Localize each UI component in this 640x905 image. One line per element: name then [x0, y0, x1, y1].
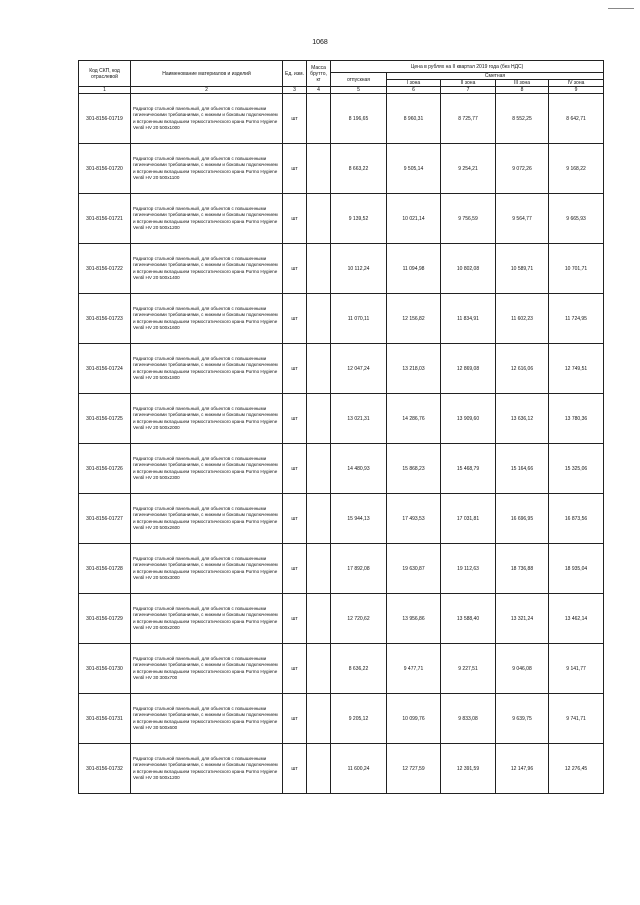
table-row: [79, 344, 604, 394]
release-price-cell: 9 205,12: [331, 694, 387, 744]
zone-2-price-cell: 15 468,79: [441, 444, 496, 494]
release-price-cell: 12 047,24: [331, 344, 387, 394]
item-mass-cell: [307, 594, 331, 644]
item-code-cell: 301-8156-01727: [79, 494, 131, 544]
zone-1-price-cell: 8 960,31: [387, 94, 441, 144]
zone-4-price-cell: 18 935,04: [549, 544, 604, 594]
item-code-cell: 301-8156-01722: [79, 244, 131, 294]
header-code: Код СКП, код отраслевой: [79, 61, 131, 87]
zone-4-price-cell: 15 325,06: [549, 444, 604, 494]
zone-2-price-cell: 11 834,91: [441, 294, 496, 344]
table-row: [79, 294, 604, 344]
item-mass-cell: [307, 144, 331, 194]
zone-3-price-cell: 12 616,06: [496, 344, 549, 394]
zone-4-price-cell: 13 780,36: [549, 394, 604, 444]
table-row: [79, 594, 604, 644]
item-name-cell: Радиатор стальной панельный, для объектов с повышенными гигиеническими требованиями, с нижним и боковым подключением и встроенным вкладышем термостатического крана Purmo Hygiene Ventil HV 30 500x1200: [131, 744, 283, 794]
item-code-cell: 301-8156-01726: [79, 444, 131, 494]
zone-2-price-cell: 9 833,08: [441, 694, 496, 744]
zone-3-price-cell: 11 602,23: [496, 294, 549, 344]
item-unit-cell: шт: [283, 744, 307, 794]
zone-1-price-cell: 9 505,14: [387, 144, 441, 194]
header-zone-2: II зона: [441, 80, 496, 87]
item-code-cell: 301-8156-01720: [79, 144, 131, 194]
header-zone-1: I зона: [387, 80, 441, 87]
item-mass-cell: [307, 344, 331, 394]
column-number-cell: 4: [307, 87, 331, 94]
item-name-cell: Радиатор стальной панельный, для объектов с повышенными гигиеническими требованиями, с нижним и боковым подключением и встроенным вкладышем термостатического крана Purmo Hygiene Ventil HV 30 500x600: [131, 694, 283, 744]
zone-1-price-cell: 12 727,59: [387, 744, 441, 794]
column-number-cell: 7: [441, 87, 496, 94]
table-row: [79, 394, 604, 444]
item-name-cell: Радиатор стальной панельный, для объектов с повышенными гигиеническими требованиями, с нижним и боковым подключением и встроенным вкладышем термостатического крана Purmo Hygiene Ventil HV 20 500x2000: [131, 394, 283, 444]
zone-2-price-cell: 12 391,59: [441, 744, 496, 794]
column-number-cell: 8: [496, 87, 549, 94]
item-code-cell: 301-8156-01725: [79, 394, 131, 444]
zone-4-price-cell: 12 749,51: [549, 344, 604, 394]
item-unit-cell: шт: [283, 144, 307, 194]
item-unit-cell: шт: [283, 494, 307, 544]
zone-1-price-cell: 11 094,98: [387, 244, 441, 294]
header-estimate: Сметная: [387, 73, 604, 80]
item-mass-cell: [307, 244, 331, 294]
release-price-cell: 17 892,08: [331, 544, 387, 594]
item-mass-cell: [307, 644, 331, 694]
zone-4-price-cell: 16 873,56: [549, 494, 604, 544]
table-row: [79, 194, 604, 244]
zone-3-price-cell: 13 321,24: [496, 594, 549, 644]
zone-4-price-cell: 13 462,14: [549, 594, 604, 644]
item-mass-cell: [307, 394, 331, 444]
column-number-cell: 5: [331, 87, 387, 94]
zone-4-price-cell: 11 724,95: [549, 294, 604, 344]
item-code-cell: 301-8156-01721: [79, 194, 131, 244]
page-corner-mark: [608, 0, 634, 9]
zone-3-price-cell: 9 046,08: [496, 644, 549, 694]
zone-3-price-cell: 9 639,75: [496, 694, 549, 744]
zone-4-price-cell: 9 741,71: [549, 694, 604, 744]
zone-2-price-cell: 13 588,40: [441, 594, 496, 644]
item-name-cell: Радиатор стальной панельный, для объектов с повышенными гигиеническими требованиями, с нижним и боковым подключением и встроенным вкладышем термостатического крана Purmo Hygiene Ventil HV 20 500x2600: [131, 494, 283, 544]
item-code-cell: 301-8156-01730: [79, 644, 131, 694]
release-price-cell: 8 196,65: [331, 94, 387, 144]
release-price-cell: 12 720,62: [331, 594, 387, 644]
item-unit-cell: шт: [283, 644, 307, 694]
table-body: [79, 94, 604, 794]
zone-2-price-cell: 12 869,08: [441, 344, 496, 394]
table-row: [79, 444, 604, 494]
header-release: отпускная: [331, 73, 387, 87]
item-code-cell: 301-8156-01723: [79, 294, 131, 344]
zone-1-price-cell: 19 630,87: [387, 544, 441, 594]
header-unit: Ед. изм.: [283, 61, 307, 87]
item-code-cell: 301-8156-01719: [79, 94, 131, 144]
release-price-cell: 14 480,93: [331, 444, 387, 494]
release-price-cell: 10 112,24: [331, 244, 387, 294]
zone-3-price-cell: 15 164,66: [496, 444, 549, 494]
header-name: Наименование материалов и изделий: [131, 61, 283, 87]
release-price-cell: 11 070,11: [331, 294, 387, 344]
item-unit-cell: шт: [283, 544, 307, 594]
item-unit-cell: шт: [283, 444, 307, 494]
item-unit-cell: шт: [283, 394, 307, 444]
table-row: [79, 644, 604, 694]
zone-1-price-cell: 10 099,76: [387, 694, 441, 744]
price-table: [78, 60, 604, 794]
zone-3-price-cell: 16 696,95: [496, 494, 549, 544]
table-row: [79, 694, 604, 744]
table-row: [79, 494, 604, 544]
zone-4-price-cell: 10 701,71: [549, 244, 604, 294]
zone-1-price-cell: 14 286,76: [387, 394, 441, 444]
item-code-cell: 301-8156-01729: [79, 594, 131, 644]
item-unit-cell: шт: [283, 694, 307, 744]
zone-3-price-cell: 18 736,88: [496, 544, 549, 594]
item-code-cell: 301-8156-01728: [79, 544, 131, 594]
release-price-cell: 8 636,22: [331, 644, 387, 694]
zone-4-price-cell: 9 665,93: [549, 194, 604, 244]
zone-1-price-cell: 15 868,23: [387, 444, 441, 494]
item-unit-cell: шт: [283, 594, 307, 644]
zone-4-price-cell: 12 276,45: [549, 744, 604, 794]
item-mass-cell: [307, 294, 331, 344]
zone-4-price-cell: 9 168,22: [549, 144, 604, 194]
zone-3-price-cell: 9 072,26: [496, 144, 549, 194]
item-name-cell: Радиатор стальной панельный, для объектов с повышенными гигиеническими требованиями, с нижним и боковым подключением и встроенным вкладышем термостатического крана Purmo Hygiene Ventil HV 20 500x1600: [131, 294, 283, 344]
release-price-cell: 9 139,52: [331, 194, 387, 244]
column-number-cell: 1: [79, 87, 131, 94]
header-mass: Масса брутто, кг: [307, 61, 331, 87]
item-mass-cell: [307, 494, 331, 544]
zone-3-price-cell: 8 552,25: [496, 94, 549, 144]
item-unit-cell: шт: [283, 244, 307, 294]
column-number-cell: 9: [549, 87, 604, 94]
zone-4-price-cell: 8 642,71: [549, 94, 604, 144]
item-name-cell: Радиатор стальной панельный, для объектов с повышенными гигиеническими требованиями, с нижним и боковым подключением и встроенным вкладышем термостатического крана Purmo Hygiene Ventil HV 20 500x2300: [131, 444, 283, 494]
item-unit-cell: шт: [283, 194, 307, 244]
table-row: [79, 544, 604, 594]
zone-3-price-cell: 12 147,96: [496, 744, 549, 794]
item-name-cell: Радиатор стальной панельный, для объектов с повышенными гигиеническими требованиями, с нижним и боковым подключением и встроенным вкладышем термостатического крана Purmo Hygiene Ventil HV 20 600x2000: [131, 594, 283, 644]
table-row: [79, 144, 604, 194]
zone-2-price-cell: 13 909,60: [441, 394, 496, 444]
item-name-cell: Радиатор стальной панельный, для объектов с повышенными гигиеническими требованиями, с нижним и боковым подключением и встроенным вкладышем термостатического крана Purmo Hygiene Ventil HV 20 500x1400: [131, 244, 283, 294]
table-row: [79, 744, 604, 794]
column-number-cell: 2: [131, 87, 283, 94]
item-unit-cell: шт: [283, 94, 307, 144]
column-number-cell: 6: [387, 87, 441, 94]
table-row: [79, 94, 604, 144]
table-row: [79, 244, 604, 294]
zone-2-price-cell: 19 112,63: [441, 544, 496, 594]
zone-3-price-cell: 9 564,77: [496, 194, 549, 244]
item-mass-cell: [307, 744, 331, 794]
zone-1-price-cell: 13 218,03: [387, 344, 441, 394]
release-price-cell: 15 944,13: [331, 494, 387, 544]
zone-2-price-cell: 10 802,08: [441, 244, 496, 294]
zone-1-price-cell: 9 477,71: [387, 644, 441, 694]
header-zone-4: IV зона: [549, 80, 604, 87]
item-mass-cell: [307, 544, 331, 594]
item-name-cell: Радиатор стальной панельный, для объектов с повышенными гигиеническими требованиями, с нижним и боковым подключением и встроенным вкладышем термостатического крана Purmo Hygiene Ventil HV 30 300x700: [131, 644, 283, 694]
item-name-cell: Радиатор стальной панельный, для объектов с повышенными гигиеническими требованиями, с нижним и боковым подключением и встроенным вкладышем термостатического крана Purmo Hygiene Ventil HV 20 500x1100: [131, 144, 283, 194]
item-name-cell: Радиатор стальной панельный, для объектов с повышенными гигиеническими требованиями, с нижним и боковым подключением и встроенным вкладышем термостатического крана Purmo Hygiene Ventil HV 20 500x3000: [131, 544, 283, 594]
header-price-group: Цена в рублях на II квартал 2019 года (без НДС): [331, 61, 604, 73]
header-row-1: [79, 61, 604, 73]
zone-2-price-cell: 8 725,77: [441, 94, 496, 144]
release-price-cell: 11 600,24: [331, 744, 387, 794]
item-name-cell: Радиатор стальной панельный, для объектов с повышенными гигиеническими требованиями, с нижним и боковым подключением и встроенным вкладышем термостатического крана Purmo Hygiene Ventil HV 20 500x1000: [131, 94, 283, 144]
item-unit-cell: шт: [283, 294, 307, 344]
zone-2-price-cell: 9 227,51: [441, 644, 496, 694]
item-name-cell: Радиатор стальной панельный, для объектов с повышенными гигиеническими требованиями, с нижним и боковым подключением и встроенным вкладышем термостатического крана Purmo Hygiene Ventil HV 20 500x1200: [131, 194, 283, 244]
column-number-row: [79, 87, 604, 94]
zone-1-price-cell: 10 021,14: [387, 194, 441, 244]
item-code-cell: 301-8156-01732: [79, 744, 131, 794]
item-unit-cell: шт: [283, 344, 307, 394]
zone-4-price-cell: 9 141,77: [549, 644, 604, 694]
item-mass-cell: [307, 94, 331, 144]
column-number-cell: 3: [283, 87, 307, 94]
item-code-cell: 301-8156-01724: [79, 344, 131, 394]
zone-2-price-cell: 9 254,21: [441, 144, 496, 194]
zone-1-price-cell: 17 493,53: [387, 494, 441, 544]
zone-3-price-cell: 10 589,71: [496, 244, 549, 294]
zone-3-price-cell: 13 636,12: [496, 394, 549, 444]
zone-2-price-cell: 17 031,81: [441, 494, 496, 544]
zone-2-price-cell: 9 756,59: [441, 194, 496, 244]
release-price-cell: 13 021,31: [331, 394, 387, 444]
zone-1-price-cell: 13 956,86: [387, 594, 441, 644]
item-mass-cell: [307, 694, 331, 744]
item-mass-cell: [307, 444, 331, 494]
header-zone-3: III зона: [496, 80, 549, 87]
item-mass-cell: [307, 194, 331, 244]
release-price-cell: 8 663,22: [331, 144, 387, 194]
item-code-cell: 301-8156-01731: [79, 694, 131, 744]
item-name-cell: Радиатор стальной панельный, для объектов с повышенными гигиеническими требованиями, с нижним и боковым подключением и встроенным вкладышем термостатического крана Purmo Hygiene Ventil HV 20 500x1800: [131, 344, 283, 394]
page-number: 1068: [312, 39, 328, 46]
zone-1-price-cell: 12 156,82: [387, 294, 441, 344]
